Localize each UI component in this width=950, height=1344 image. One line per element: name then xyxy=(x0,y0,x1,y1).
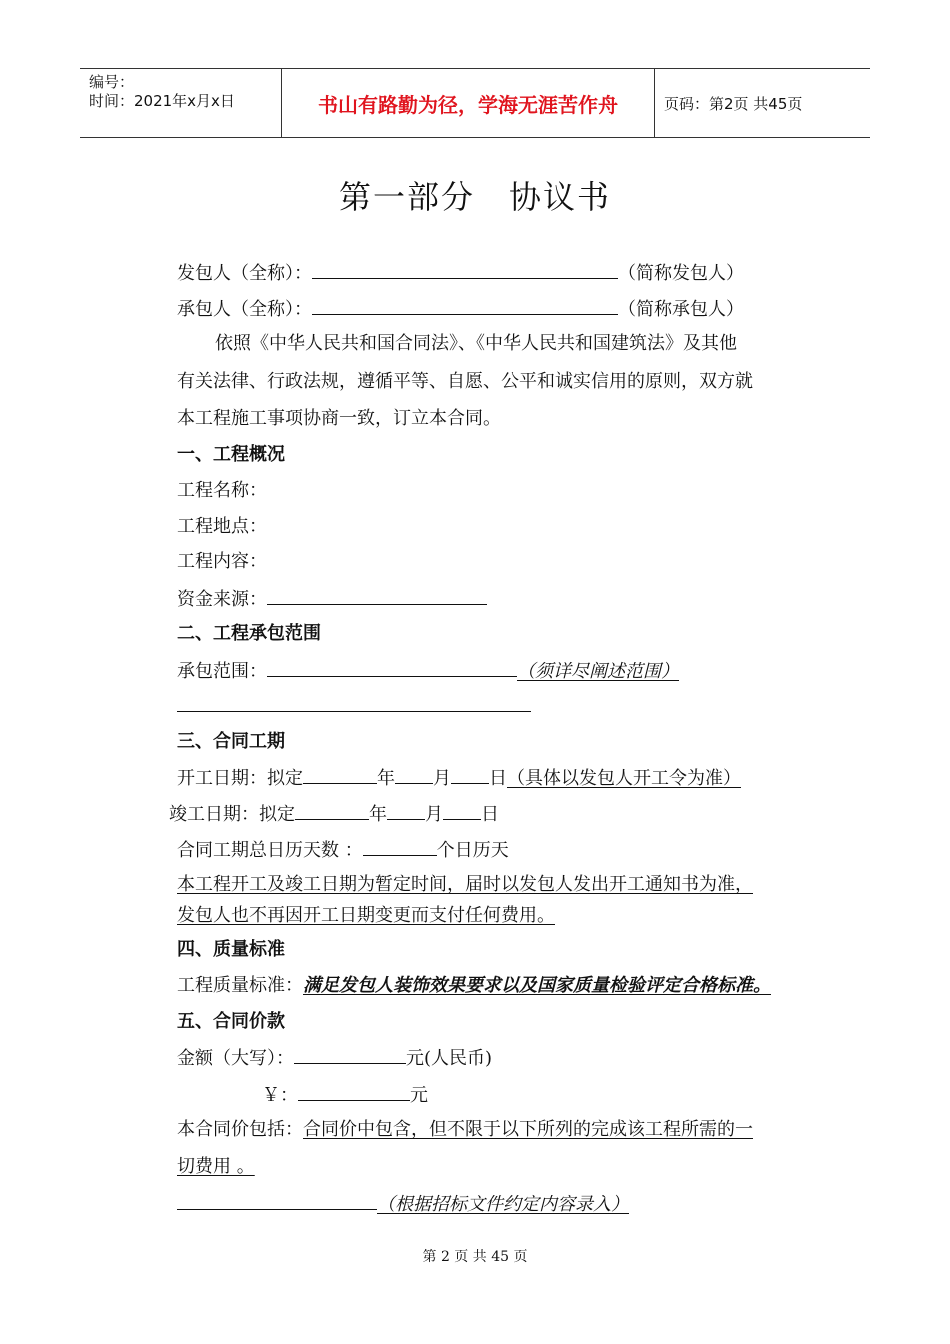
section-5-heading: 五、合同价款 xyxy=(177,1011,285,1032)
section-3-heading: 三、合同工期 xyxy=(177,731,285,752)
intro-line-3: 本工程施工事项协商一致，订立本合同。 xyxy=(177,408,501,429)
total-days-blank[interactable] xyxy=(363,837,437,856)
end-date-line: 竣工日期：拟定 年 月 日 xyxy=(169,801,499,827)
employer-blank[interactable] xyxy=(312,260,618,279)
total-days-line: 合同工期总日历天数 ： 个日历天 xyxy=(177,837,509,863)
schedule-remark-2: 发包人也不再因开工日期变更而支付任何费用。 xyxy=(177,905,555,926)
tender-note: （根据招标文件约定内容录入） xyxy=(377,1194,629,1215)
price-includes-line-2: 切费用 。 xyxy=(177,1156,255,1177)
project-name-label: 工程名称： xyxy=(177,480,267,501)
time-label: 时间：2021年x月x日 xyxy=(89,92,235,110)
amount-yen-blank[interactable] xyxy=(298,1082,410,1101)
project-location-label: 工程地点： xyxy=(177,516,267,537)
intro-line-2: 有关法律、行政法规，遵循平等、自愿、公平和诚实信用的原则，双方就 xyxy=(177,371,753,392)
amount-yen-line: ￥： 元 xyxy=(262,1082,428,1108)
quality-line: 工程质量标准：满足发包人装饰效果要求以及国家质量检验评定合格标准。 xyxy=(177,975,771,996)
funds-blank[interactable] xyxy=(267,586,487,605)
intro-line-1: 依照《中华人民共和国合同法》、《中华人民共和国建筑法》及其他 xyxy=(215,333,737,354)
start-date-line: 开工日期：拟定 年 月 日（具体以发包人开工令为准） xyxy=(177,765,741,791)
scope-note: （须详尽阐述范围） xyxy=(517,661,679,682)
header-motto: 书山有路勤为径，学海无涯苦作舟 xyxy=(282,69,655,137)
serial-label: 编号： xyxy=(89,73,135,91)
amount-words-blank[interactable] xyxy=(294,1045,406,1064)
price-includes-line: 本合同价包括：合同价中包含，但不限于以下所列的完成该工程所需的一 xyxy=(177,1119,753,1140)
quality-value: 满足发包人装饰效果要求以及国家质量检验评定合格标准。 xyxy=(303,975,771,996)
section-2-heading: 二、工程承包范围 xyxy=(177,623,321,644)
schedule-remark-1: 本工程开工及竣工日期为暂定时间，届时以发包人发出开工通知书为准， xyxy=(177,874,753,895)
contractor-line: 承包人（全称）： （简称承包人） xyxy=(177,296,744,322)
page-header xyxy=(80,68,870,138)
scope-blank-line-2[interactable] xyxy=(177,711,531,712)
employer-line: 发包人（全称）： （简称发包人） xyxy=(177,260,744,286)
funds-line: 资金来源： xyxy=(177,586,487,612)
amount-words-line: 金额（大写）： 元(人民币) xyxy=(177,1045,492,1071)
page-title: 第一部分 协议书 xyxy=(338,178,611,216)
start-note: （具体以发包人开工令为准） xyxy=(507,768,741,789)
contractor-blank[interactable] xyxy=(312,296,618,315)
project-content-label: 工程内容： xyxy=(177,551,267,572)
header-meta xyxy=(80,69,282,137)
section-1-heading: 一、工程概况 xyxy=(177,444,285,465)
section-4-heading: 四、质量标准 xyxy=(177,939,285,960)
tender-note-line xyxy=(177,1191,629,1217)
scope-blank[interactable] xyxy=(267,658,517,677)
header-page-info: 页码：第2页 共45页 xyxy=(664,94,803,113)
scope-line: 承包范围： （须详尽阐述范围） xyxy=(177,658,679,684)
page-footer: 第 2 页 共 45 页 xyxy=(422,1249,528,1265)
